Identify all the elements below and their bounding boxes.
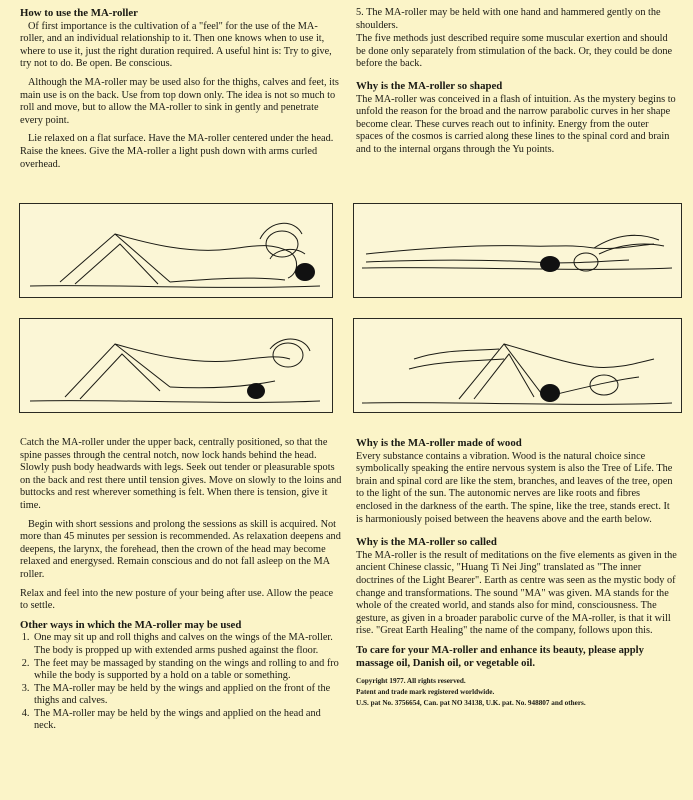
roller-icon [247,383,265,399]
fine-print [356,676,678,709]
floor-line [30,401,320,403]
copyright-line: Copyright 1977. All rights reserved. [356,677,466,686]
how-to-heading: How to use the MA-roller [20,7,138,19]
step-5-followup: The five methods just described require some muscular exertion and should be done only separately from stimulation of the back. Or, they could be done before the back. [356,33,673,70]
why-shaped-heading: Why is the MA-roller so shaped [356,79,503,92]
roller-icon [540,384,560,402]
right-top-column [356,7,678,164]
figure-roller-under-back-flat [354,204,681,297]
floor-line [30,286,320,288]
list-item: 2. The feet may be massaged by standing on the wings and rolling to and fro while the body is supported by a hold on a table or something. [32,658,342,683]
other-ways-list [20,632,342,733]
left-bottom-column [20,437,342,733]
figure-roller-under-lower-back [354,319,681,412]
how-to-use-section [20,7,342,177]
why-called-heading: Why is the MA-roller so called [356,536,497,549]
roller-icon [540,256,560,272]
step-5-text: 5. The MA-roller may be held with one hand and hammered gently on the shoulders. [356,7,661,31]
floor-line [362,268,672,270]
figure-roller-under-upper-back [20,319,332,412]
patent-numbers-line: U.S. pat No. 3756654, Can. pat NO 34138, U.K. pat. No. 948807 and others. [356,699,586,708]
illustration-panel-4 [353,318,682,413]
illustration-panel-1 [19,203,333,298]
why-wood-heading: Why is the MA-roller made of wood [356,437,522,449]
why-shaped-text: The MA-roller was conceived in a flash of intuition. As the mystery begins to unfold the reason for the broad and the narrow parabolic curves in her shape become clear. These curves reach out to infinity. Energy from the outer spaces of the cosmos is carried along these lines to the spinal cord and brain and to the internal organs through the Yu points. [356,93,676,155]
floor-line [362,403,672,405]
how-to-paragraph: Of first importance is the cultivation of a "feel" for the use of the MA-roller, and an individual relationship to it. Then one knows when to use it, where to use it, just the right duration required. A useful hint is: Try to give, try not to do. Be open. Be conscious. [20,20,332,70]
why-wood-text: Every substance contains a vibration. Wood is the natural choice since symbolically speaking the entire nervous system is also the Tree of Life. The brain and spinal cord are like the stem, branches, and leaves of the tree, open to the light of the sun. The autonomic nerves are like roots and fibres enclosed in the darkness of the earth. The spine, like the tree, stands erect. It is harmoniously poised between the heavens above and the earth below. [356,450,673,525]
other-ways-heading: Other ways in which the MA-roller may be used [20,618,242,631]
figure-roller-under-head [20,204,332,297]
list-item: 4. The MA-roller may be held by the wings and applied on the head and neck. [32,708,342,733]
right-bottom-column [356,437,678,709]
list-item: 1. One may sit up and roll thighs and calves on the wings of the MA-roller. The body is propped up with extended arms pushed against the floor. [32,632,342,657]
care-instructions: To care for your MA-roller and enhance its beauty, please apply massage oil, Danish oil, or vegetable oil. [356,644,644,669]
illustration-panel-2 [353,203,682,298]
how-to-paragraph: Although the MA-roller may be used also for the thighs, calves and feet, its main use is on the back. Use from top down only. The idea is not so much to roll and move, but to allow the MA-roller to sink in gently and penetrate every point. [20,76,339,126]
catch-paragraph: Relax and feel into the new posture of your being after use. Allow the peace to settle. [20,587,334,612]
how-to-paragraph: Lie relaxed on a flat surface. Have the MA-roller centered under the head. Raise the knees. Give the MA-roller a light push down with arms curled overhead. [20,133,334,170]
catch-paragraph: Begin with short sessions and prolong the sessions as skill is acquired. Not more than 45 minutes per session is recommended. As relaxation deepens and deepens, the larynx, the forehead, then the crown of the head may become relaxed and energysed. Remain conscious and do not fall asleep on the MA roller. [20,518,341,580]
catch-paragraph: Catch the MA-roller under the upper back, centrally positioned, so that the spine passes through the central notch, now lock hands behind the head. Slowly push body headwards with legs. Seek out tender or pleasurable spots on the back and rest there until tension gives. Move on slowly to the loins and buttocks and rest wherever something is felt. When there is tension, give it time. [20,437,342,511]
why-called-text: The MA-roller is the result of meditations on the five elements as given in the ancient Chinese classic, "Huang Ti Nei Jing" translated as "The inner doctrines of the Light Bearer". Earth as centre was seen as the mystic body of change and transformations. The sound "MA" was given. MA stands for the whole of the created world, and stands also for mind, consciousness. The gesture, as given in a broader parabolic curve of the MA-roller, is that it will rise. "Great Earth Healing" the name of the company, follows upon this. [356,549,677,637]
illustration-panel-3 [19,318,333,413]
list-item: 3. The MA-roller may be held by the wings and applied on the front of the thighs and calves. [32,683,342,708]
patent-line: Patent and trade mark registered worldwide. [356,688,495,697]
roller-icon [295,263,315,281]
